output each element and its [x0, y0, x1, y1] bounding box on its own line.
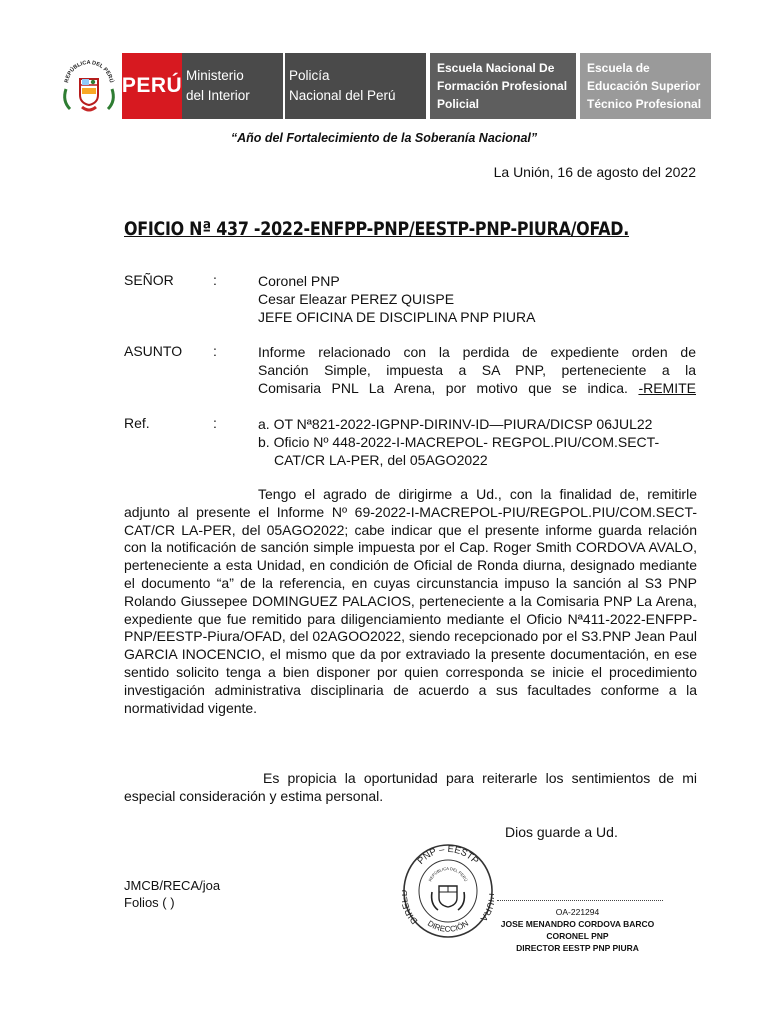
ref-label: Ref. [124, 415, 150, 431]
references-block [258, 415, 698, 469]
year-motto: “Año del Fortalecimiento de la Soberanía Nacional” [230, 131, 538, 145]
higher-school-line-1: Escuela de [587, 61, 650, 75]
peru-logo [122, 53, 182, 119]
stamp-bottom-text: DIRECCIÓN [425, 918, 471, 934]
signature-line [497, 900, 663, 901]
stamp-left-text: DIR [402, 907, 420, 927]
higher-school-line-2: Educación Superior [587, 79, 701, 93]
reference-b-line-1: b. Oficio Nº 448-2022-I-MACREPOL- REGPOL.PIU/COM.SECT- [258, 434, 660, 450]
folios-text: Folios ( ) [124, 895, 175, 910]
closing-salutation: Dios guarde a Ud. [505, 824, 618, 840]
asunto-colon: : [213, 343, 217, 359]
police-line-1: Policía [289, 68, 330, 83]
initials-text: JMCB/RECA/joa [124, 878, 221, 893]
seal-caption: REPÚBLICA DEL PERÚ [64, 59, 114, 84]
stamp-inner-text: REPÚBLICA DEL PERÚ [427, 865, 469, 883]
school-banner [430, 53, 576, 119]
police-banner [285, 53, 426, 119]
senor-label: SEÑOR [124, 272, 174, 288]
ministry-banner [182, 53, 283, 119]
higher-school-banner [580, 53, 711, 119]
signer-name: JOSE MENANDRO CORDOVA BARCO [500, 919, 655, 929]
school-line-1: Escuela Nacional De [437, 61, 555, 75]
signer-code: OA-221294 [555, 907, 600, 917]
subject-line-3-wrap [258, 379, 696, 397]
recipient-block [258, 272, 535, 326]
remite-label: -REMITE [638, 380, 696, 396]
higher-school-line-3: Técnico Profesional [587, 97, 702, 111]
police-line-2: Nacional del Perú [289, 88, 396, 103]
senor-colon: : [213, 272, 217, 288]
peru-text: PERÚ [121, 74, 183, 97]
subject-line-1: Informe relacionado con la perdida de expediente orden de [258, 344, 696, 360]
school-line-3: Policial [437, 97, 480, 111]
initials-block [124, 877, 220, 911]
recipient-rank: Coronel PNP [258, 273, 340, 289]
subject-block [258, 343, 696, 397]
ministry-line-2: del Interior [186, 88, 250, 103]
reference-a: a. OT Nª821-2022-IGPNP-DIRINV-ID—PIURA/DICSP 06JUL22 [258, 416, 653, 432]
stamp-right-text: RA [478, 906, 494, 924]
body-paragraph-1: Tengo el agrado de dirigirme a Ud., con la finalidad de, remitirle adjunto al presente el Informe Nº 69-2022-I-MACREPOL-PIU/REGPOL.PIU/COM.SECT-CAT/CR LA-PER, del 05AGO2022; cabe indicar que el presente informe guarda relación con la notificación de sanción simple impuesta por el Cap. Roger Smith CORDOVA AVALO, perteneciente a esta Unidad, en condición de Oficial de Ronda diurna, designado mediante el documento “a” de la referencia, en cuyas circunstancia impuso la sanción al S3 PNP Rolando Giussepee DOMINGUEZ PALACIOS, perteneciente a la Comisaria PNP La Arena, expediente que fue remitido para diligenciamiento mediante el Oficio Nª411-2022-ENFPP-PNP/EESTP-Piura/OFAD, del 02AGOO2022, siendo recepcionado por el S3.PNP Jean Paul GARCIA INOCENCIO, el mismo que da por extraviado la presente documentación, en ese sentido solicito tenga a bien disponer por quien corresponda se inicie el procedimiento investigación administrativa disciplinaria de acuerdo a sus facultades conforme a la normatividad vigente. [124, 486, 697, 716]
asunto-label: ASUNTO [124, 343, 183, 359]
school-line-2: Formación Profesional [437, 79, 568, 93]
signer-position: DIRECTOR EESTP PNP PIURA [516, 943, 639, 953]
stamp-top-text: PNP – EESTP [415, 843, 481, 867]
svg-text:PNP – EESTP [415, 844, 480, 867]
body-paragraph-2: Es propicia la oportunidad para reiterarle los sentimientos de mi especial consideración y estima personal. [124, 770, 697, 804]
svg-text:REPÚBLICA DEL PERÚ [427, 866, 468, 882]
document-date: La Unión, 16 de agosto del 2022 [493, 164, 696, 180]
document-title: OFICIO Nª 437 -2022-ENFPP-PNP/EESTP-PNP-PIURA/OFAD. [124, 219, 630, 240]
svg-text:DIRECCIÓN [426, 919, 470, 934]
recipient-name: Cesar Eleazar PEREZ QUISPE [258, 291, 455, 307]
svg-text:DIREED [402, 889, 420, 926]
recipient-position: JEFE OFICINA DE DISCIPLINA PNP PIURA [258, 309, 536, 325]
official-stamp [402, 842, 494, 940]
ministry-line-1: Ministerio [186, 68, 244, 83]
signer-rank: CORONEL PNP [546, 931, 609, 941]
reference-b-line-2: CAT/CR LA-PER, del 05AGO2022 [274, 452, 488, 468]
subject-line-2: Sanción Simple, impuesta a SA PNP, perteneciente a la [258, 362, 696, 378]
peru-coat-of-arms-icon [60, 55, 118, 117]
ref-colon: : [213, 415, 217, 431]
subject-line-3: Comisaria PNL La Arena, por motivo que se indica. [258, 380, 628, 396]
